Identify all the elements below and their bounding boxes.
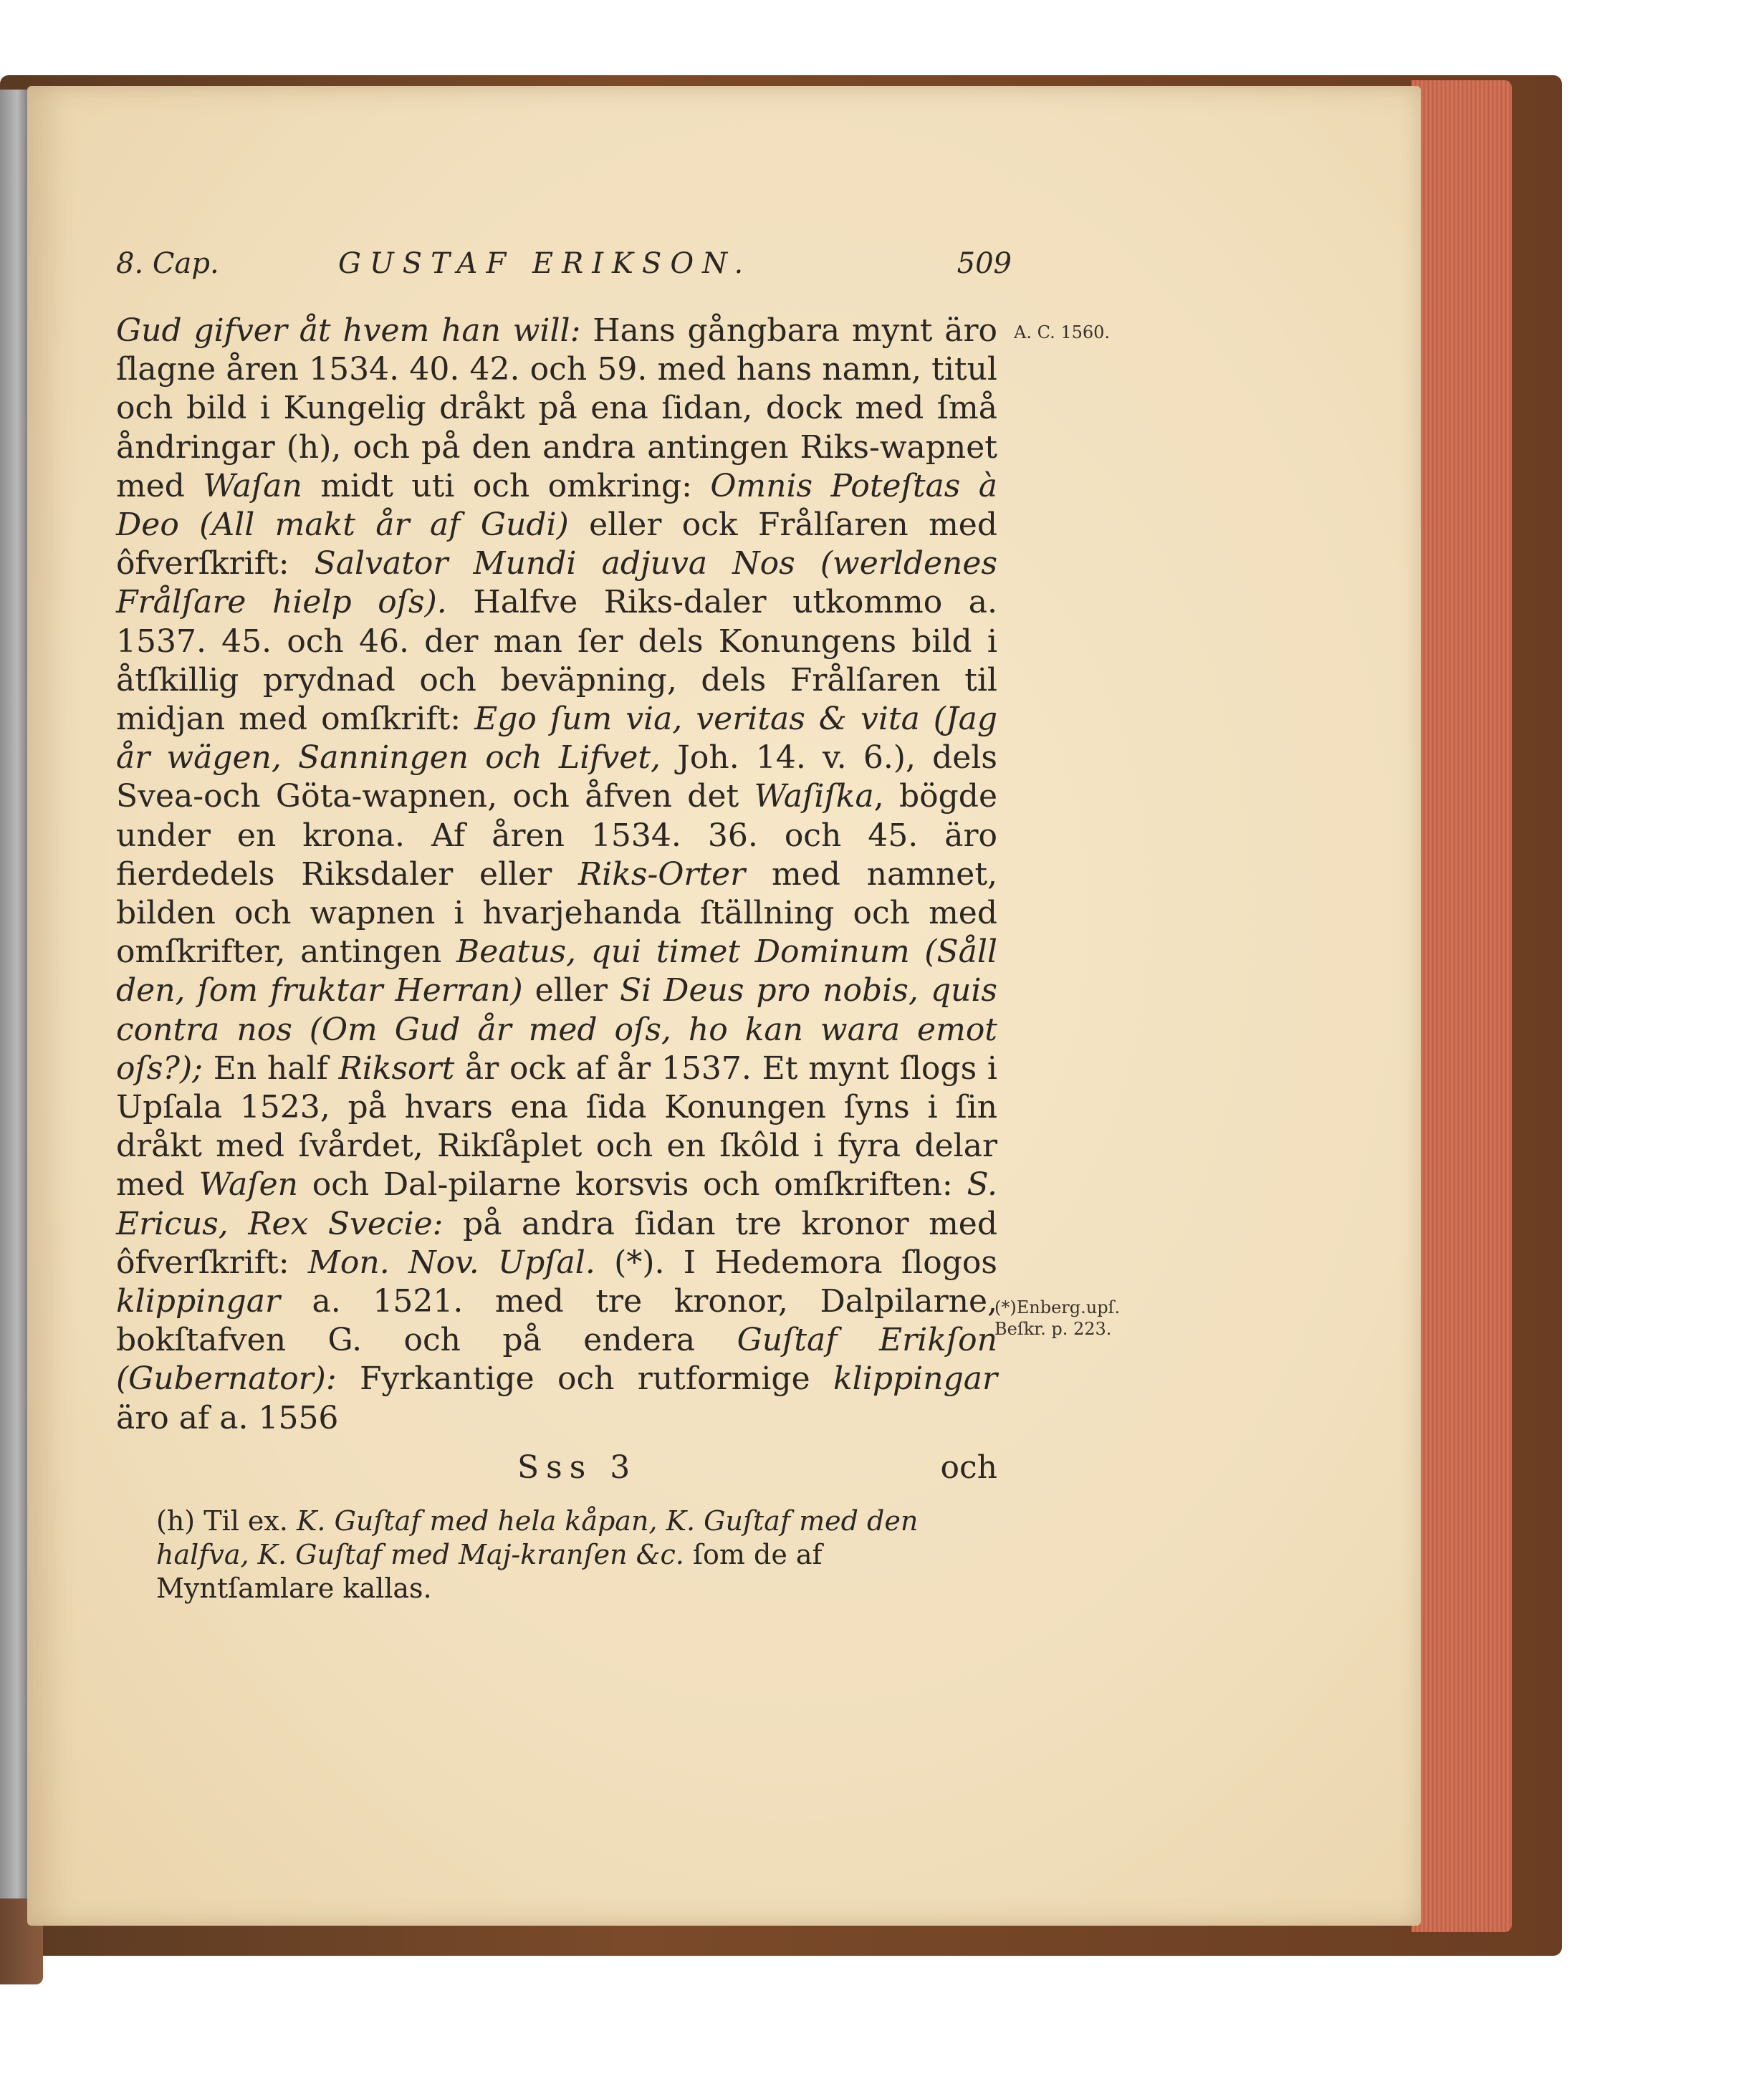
body-text-segment: klippingar [833,1360,997,1398]
body-text-segment: Fyrkantige och rutformige [336,1360,834,1398]
body-text-segment: En half [202,1050,339,1087]
margin-reference-note [994,1297,1120,1340]
body-text [116,312,997,1438]
body-text-segment: Waſan [203,467,302,504]
body-text-segment: Gud gifver åt hvem han will: [116,312,581,349]
body-text-segment: Omnis Poteſtas à Deo (All makt år af Gudi) [116,467,997,544]
margin-date-note: A. C. 1560. [1014,322,1111,342]
body-text-segment: Riks-Orter [578,855,746,893]
body-text-segment: år ock af år 1537. Et mynt ſlogs i Upſala 1523, på hvars ena ſida Konungen ſyns i ſin dråkt med ſvårdet, Rikſåplet och en ſkôld i fyra delar med [116,1050,997,1204]
body-text-segment: med namnet, bilden och wapnen i hvarjehanda ſtällning och med omſkrifter, antingen [116,855,997,971]
body-text-segment: a. 1521. med tre kronor, Dalpilarne, bokſtafven G. och på endera [116,1283,997,1359]
page-edges [1411,80,1512,1932]
footnote-segment: (h) Til ex. [156,1505,297,1537]
body-text-segment: Salvator Mundi adjuva Nos (werldenes Frålſare hielp oſs). [116,545,997,621]
running-header [116,247,1012,290]
body-text-segment: , bögde under en krona. Af åren 1534. 36. och 45. äro fierdedels Riksdaler eller [116,778,998,893]
page-number: 509 [957,247,1012,280]
body-text-segment: eller [522,972,620,1009]
body-text-segment: midt uti och omkring: [302,467,711,504]
catchword: och [940,1449,997,1486]
body-text-segment: och Dal-pilarne korsvis och omſkriften: [297,1166,967,1204]
body-text-segment: klippingar [116,1283,280,1320]
body-text-segment: Guſtaf Erikſon (Gubernator): [116,1322,997,1398]
signature-mark: Sss 3 [517,1449,638,1486]
signature-line [116,1449,997,1489]
body-text-segment: eller ock Frålſaren med ôfverſkrift: [116,506,998,582]
body-text-segment: Hans gångbara mynt äro ſlagne åren 1534. 40. 42. och 59. med hans namn, titul och bild i Kungelig dråkt på ena ſidan, dock med ſmå åndringar (h), och på den andra antingen Riks-wapnet med [116,312,997,504]
margin-reference-line-2: Beſkr. p. 223. [994,1319,1112,1339]
body-text-segment: äro af a. 1556 [116,1399,339,1436]
body-text-segment: Halfve Riks-daler utkommo a. 1537. 45. och 46. der man ſer dels Konungens bild i åtſkillig prydnad och beväpning, dels Frålſaren til midjan med omſkrift: [116,584,998,738]
body-text-segment: Riksort [338,1050,455,1087]
spine-band [0,90,29,1938]
footnote-segment: K. Guſtaf med hela kåpan, K. Guſtaf med den halfva, K. Guſtaf med Maj-kranſen &c. [156,1505,919,1570]
body-text-segment: Beatus, qui timet Dominum (Såll den, ſom fruktar Herran) [116,933,997,1009]
footnote-segment: ſom de af Myntſamlare kallas. [156,1539,823,1604]
margin-reference-line-1: (*)Enberg.upſ. [994,1297,1121,1317]
chapter-label: 8. Cap. [116,247,219,280]
body-text-segment: på andra ſidan tre kronor med ôfverſkrift: [116,1205,998,1281]
body-text-segment: Joh. 14. v. 6.), dels Svea-och Göta-wapnen, och åfven det [116,739,998,815]
body-text-segment: S. Ericus, Rex Svecie: [116,1166,997,1242]
running-title: GUSTAF ERIKSON. [338,247,752,280]
body-text-segment: (*). I Hedemora ſlogos [595,1244,997,1281]
body-text-segment: Waſen [198,1166,298,1204]
footnote [156,1504,998,1605]
body-text-segment: Mon. Nov. Upſal. [307,1244,595,1281]
body-text-segment: Waſiſka [754,778,874,815]
body-text-segment: Si Deus pro nobis, quis contra nos (Om Gud år med oſs, ho kan wara emot oſs?); [116,972,997,1087]
body-text-segment: Ego ſum via, veritas & vita (Jag år wägen, Sanningen och Lifvet, [116,701,997,777]
